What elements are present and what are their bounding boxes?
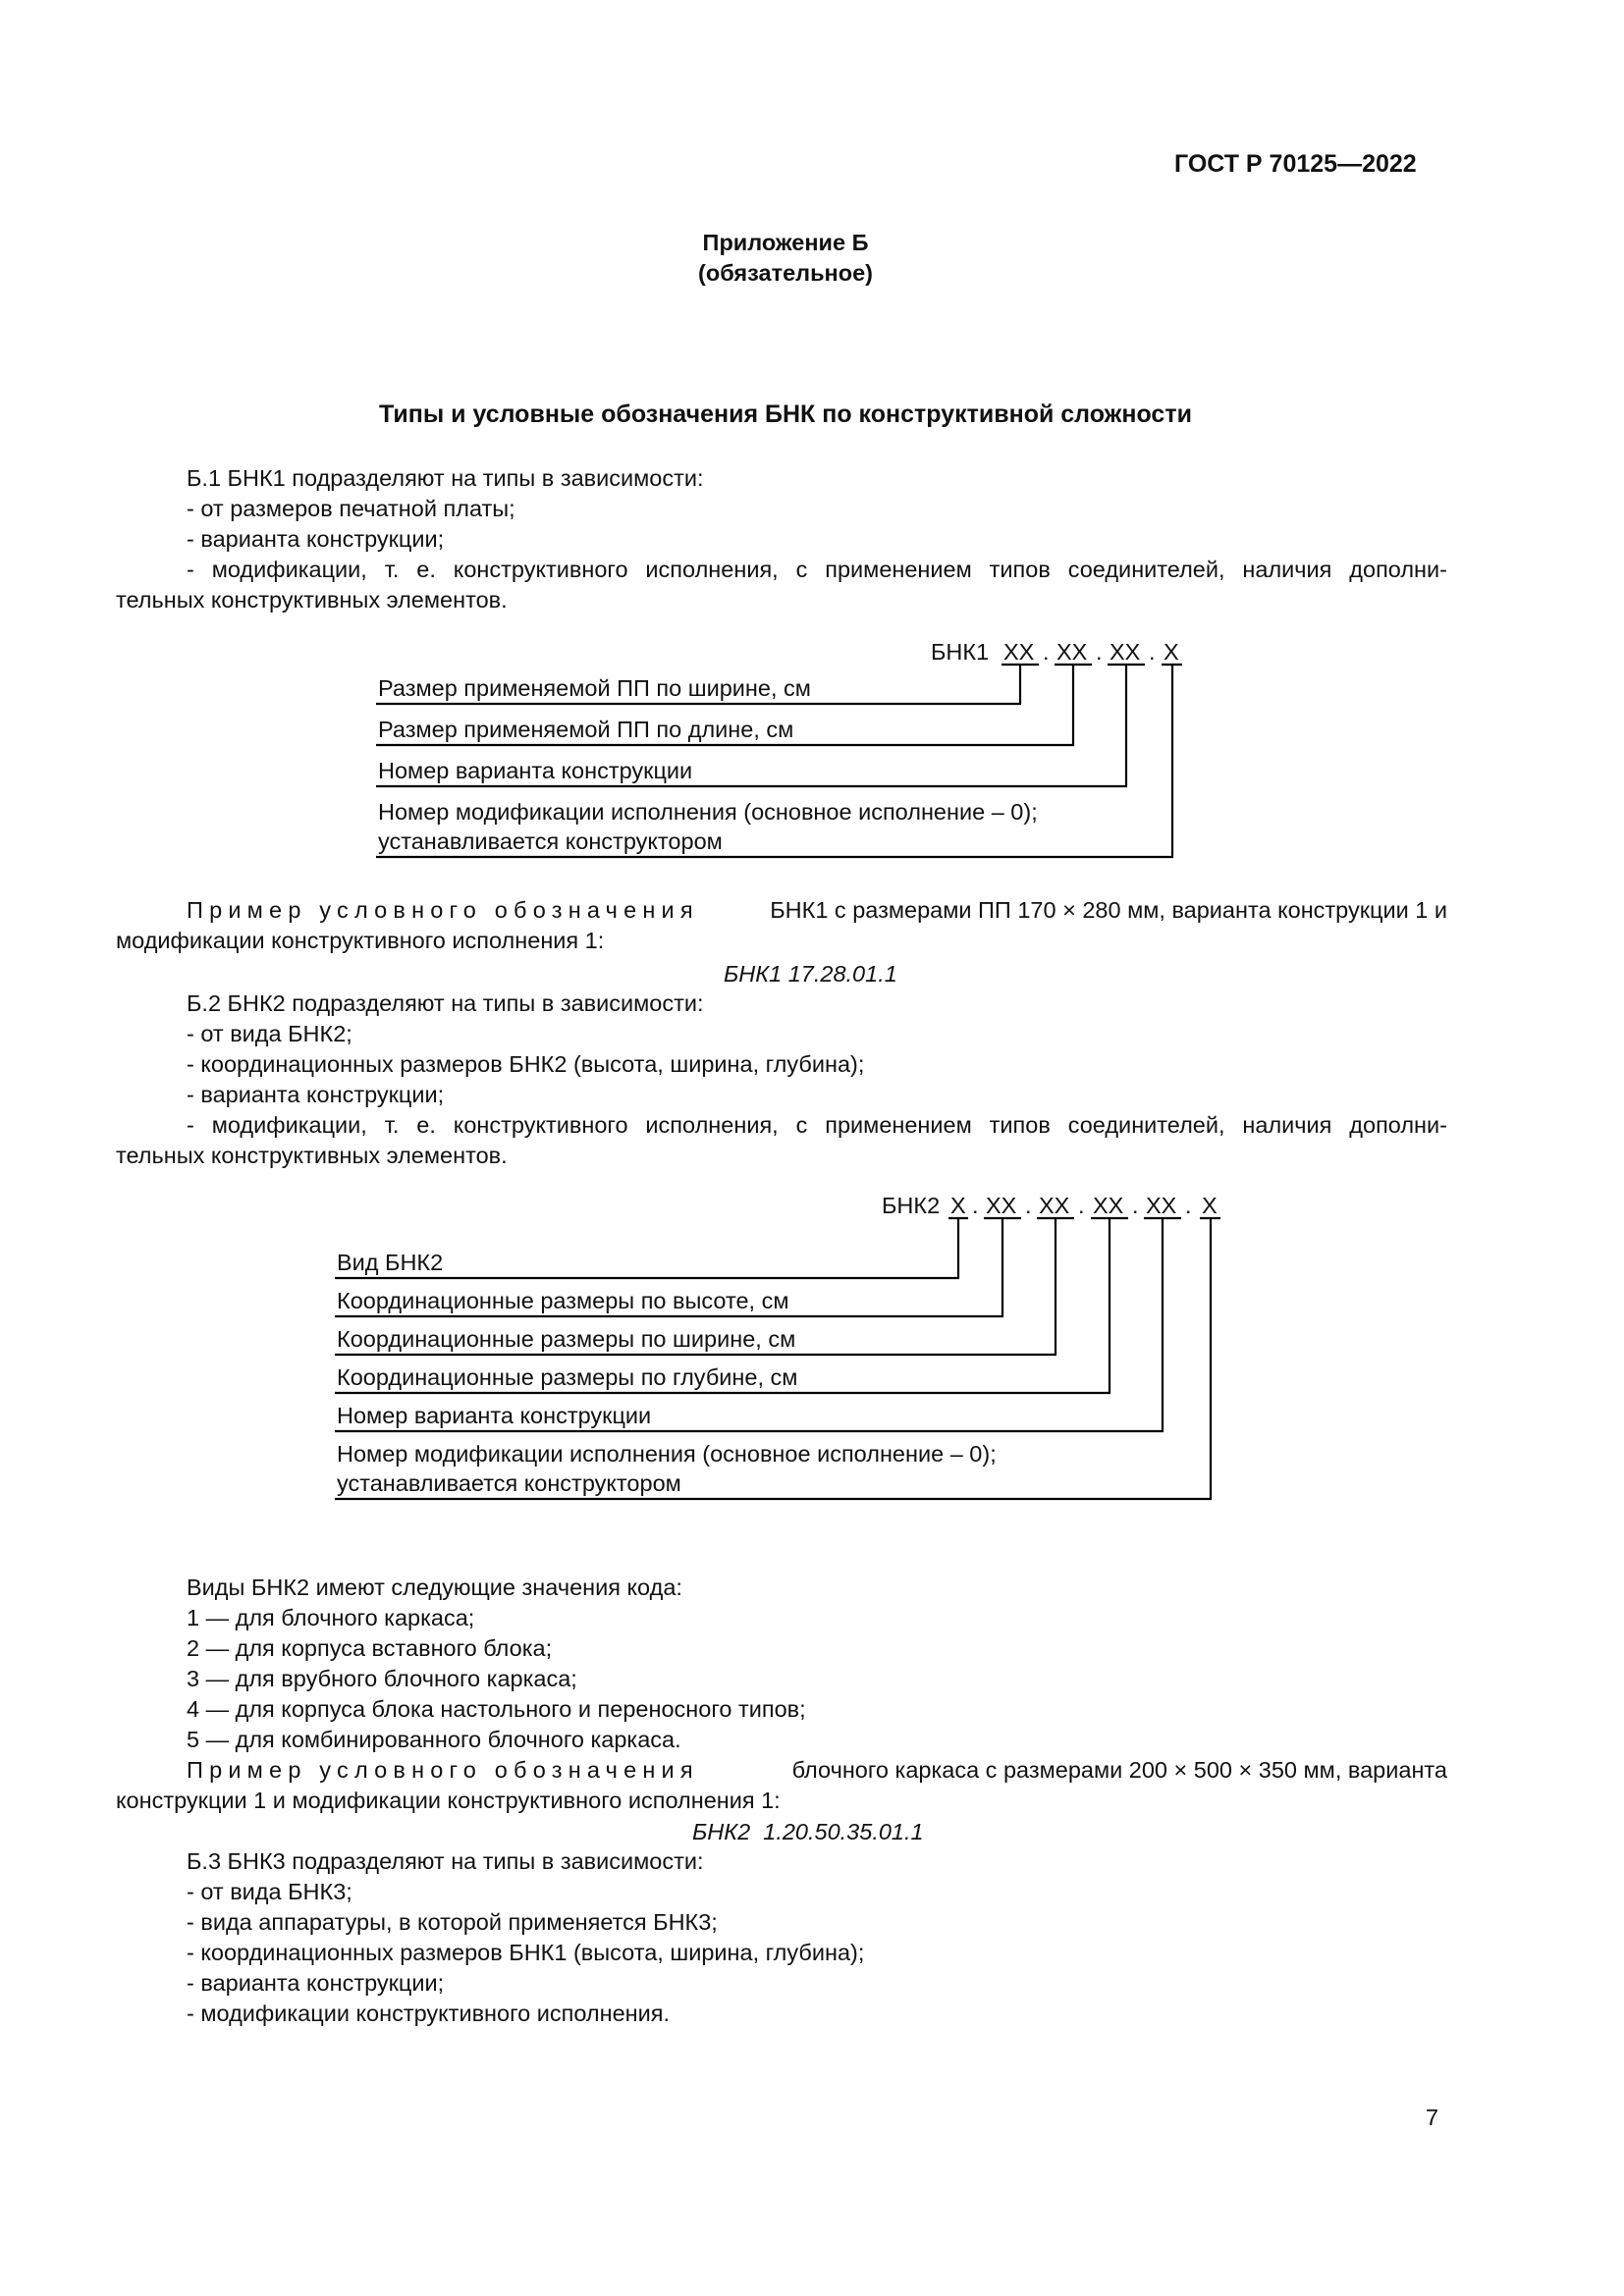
diagram1-label-length: Размер применяемой ПП по длине, см	[378, 717, 794, 742]
b2-item-2: - координационных размеров БНК2 (высота, ширина, глубина);	[187, 1051, 865, 1077]
example1-line2: модификации конструктивного исполнения 1:	[116, 928, 605, 953]
example2-code: БНК2 1.20.50.35.01.1	[692, 1819, 924, 1844]
diagram1-label-modification-2: устанавливается конструктором	[378, 828, 723, 854]
diagram2-label-height: Координационные размеры по высоте, см	[337, 1288, 789, 1313]
diagram1-sep-1: .	[1043, 639, 1050, 665]
appendix-status: (обязательное)	[698, 260, 873, 286]
example2-line1	[187, 1755, 1447, 1786]
example2-label: Пример условного обозначения	[187, 1757, 699, 1783]
diagram1-label-variant: Номер варианта конструкции	[378, 758, 693, 783]
b2-item-3: - варианта конструкции;	[187, 1082, 445, 1107]
b1-item-2: - варианта конструкции;	[187, 526, 445, 552]
diagram2-field-1: X	[950, 1193, 966, 1218]
kinds-item-4: 4 — для корпуса блока настольного и переносного типов;	[187, 1696, 806, 1722]
diagram2-label-variant: Номер варианта конструкции	[337, 1403, 652, 1428]
diagram2-sep-2: .	[1025, 1193, 1032, 1218]
diagram1-field-3: XX	[1110, 639, 1141, 665]
b3-item-5: - модификации конструктивного исполнения.	[187, 2001, 671, 2026]
diagram2-label-modification: Номер модификации исполнения (основное исполнение – 0);	[337, 1441, 997, 1467]
diagram1-sep-3: .	[1149, 639, 1156, 665]
diagram2-label-modification-2: устанавливается конструктором	[337, 1470, 681, 1496]
diagram1-label-width: Размер применяемой ПП по ширине, см	[378, 675, 811, 701]
diagram1-field-2: XX	[1056, 639, 1088, 665]
b1-item-1: - от размеров печатной платы;	[187, 496, 515, 521]
diagram2-field-5: XX	[1146, 1193, 1177, 1218]
example2-line2: конструкции 1 и модификации конструктивного исполнения 1:	[116, 1788, 781, 1813]
example2-text: блочного каркаса с размерами 200 × 500 × 350 мм, варианта	[791, 1757, 1447, 1783]
diagram2-field-3: XX	[1039, 1193, 1070, 1218]
b3-item-2: - вида аппаратуры, в которой применяется БНК3;	[187, 1909, 718, 1935]
kinds-item-5: 5 — для комбинированного блочного каркаса.	[187, 1727, 681, 1752]
diagram1-field-4: X	[1164, 639, 1179, 665]
diagram2-sep-4: .	[1132, 1193, 1139, 1218]
kinds-intro: Виды БНК2 имеют следующие значения кода:	[187, 1575, 682, 1600]
kinds-item-2: 2 — для корпуса вставного блока;	[187, 1635, 553, 1661]
kinds-item-3: 3 — для врубного блочного каркаса;	[187, 1666, 577, 1691]
b3-item-3: - координационных размеров БНК1 (высота, ширина, глубина);	[187, 1940, 865, 1965]
kinds-item-1: 1 — для блочного каркаса;	[187, 1605, 475, 1630]
b3-item-4: - варианта конструкции;	[187, 1970, 445, 1996]
diagram1-sep-2: .	[1096, 639, 1103, 665]
diagram2-sep-5: .	[1185, 1193, 1192, 1218]
b1-item-3-line1: - модификации, т. е. конструктивного исполнения, с применением типов соединителей, наличия дополни-	[187, 557, 1447, 582]
diagram2-field-6: X	[1202, 1193, 1218, 1218]
example1-text: БНК1 с размерами ПП 170 × 280 мм, варианта конструкции 1 и	[770, 897, 1447, 923]
diagram2-label-depth: Координационные размеры по глубине, см	[337, 1364, 798, 1390]
diagram2-code-prefix: БНК2	[882, 1193, 941, 1218]
b2-item-1: - от вида БНК2;	[187, 1021, 352, 1046]
b3-item-1: - от вида БНК3;	[187, 1879, 352, 1904]
diagram2-sep-1: .	[972, 1193, 979, 1218]
page-number: 7	[1426, 2105, 1439, 2130]
standard-number: ГОСТ Р 70125—2022	[1174, 150, 1417, 178]
diagram2-sep-3: .	[1078, 1193, 1085, 1218]
diagram2-field-2: XX	[986, 1193, 1017, 1218]
appendix-title: Приложение Б	[702, 230, 869, 255]
diagram2-field-4: XX	[1093, 1193, 1124, 1218]
diagram2-label-kind: Вид БНК2	[337, 1250, 444, 1275]
diagram1-label-modification: Номер модификации исполнения (основное исполнение – 0);	[378, 799, 1038, 825]
example1-code: БНК1 17.28.01.1	[724, 961, 897, 987]
diagram1-field-1: XX	[1003, 639, 1035, 665]
b1-item-3-line2: тельных конструктивных элементов.	[116, 587, 508, 613]
b2-item-4-line1: - модификации, т. е. конструктивного исполнения, с применением типов соединителей, наличия дополни-	[187, 1112, 1447, 1138]
b3-intro: Б.3 БНК3 подразделяют на типы в зависимости:	[187, 1848, 704, 1874]
section-heading: Типы и условные обозначения БНК по конструктивной сложности	[379, 400, 1192, 428]
b2-intro: Б.2 БНК2 подразделяют на типы в зависимости:	[187, 990, 704, 1016]
b2-item-4-line2: тельных конструктивных элементов.	[116, 1143, 508, 1168]
diagram1-code-prefix: БНК1	[931, 639, 990, 665]
diagram2-label-width: Координационные размеры по ширине, см	[337, 1326, 796, 1352]
b1-intro: Б.1 БНК1 подразделяют на типы в зависимости:	[187, 465, 704, 491]
example1-label: Пример условного обозначения	[187, 897, 699, 923]
